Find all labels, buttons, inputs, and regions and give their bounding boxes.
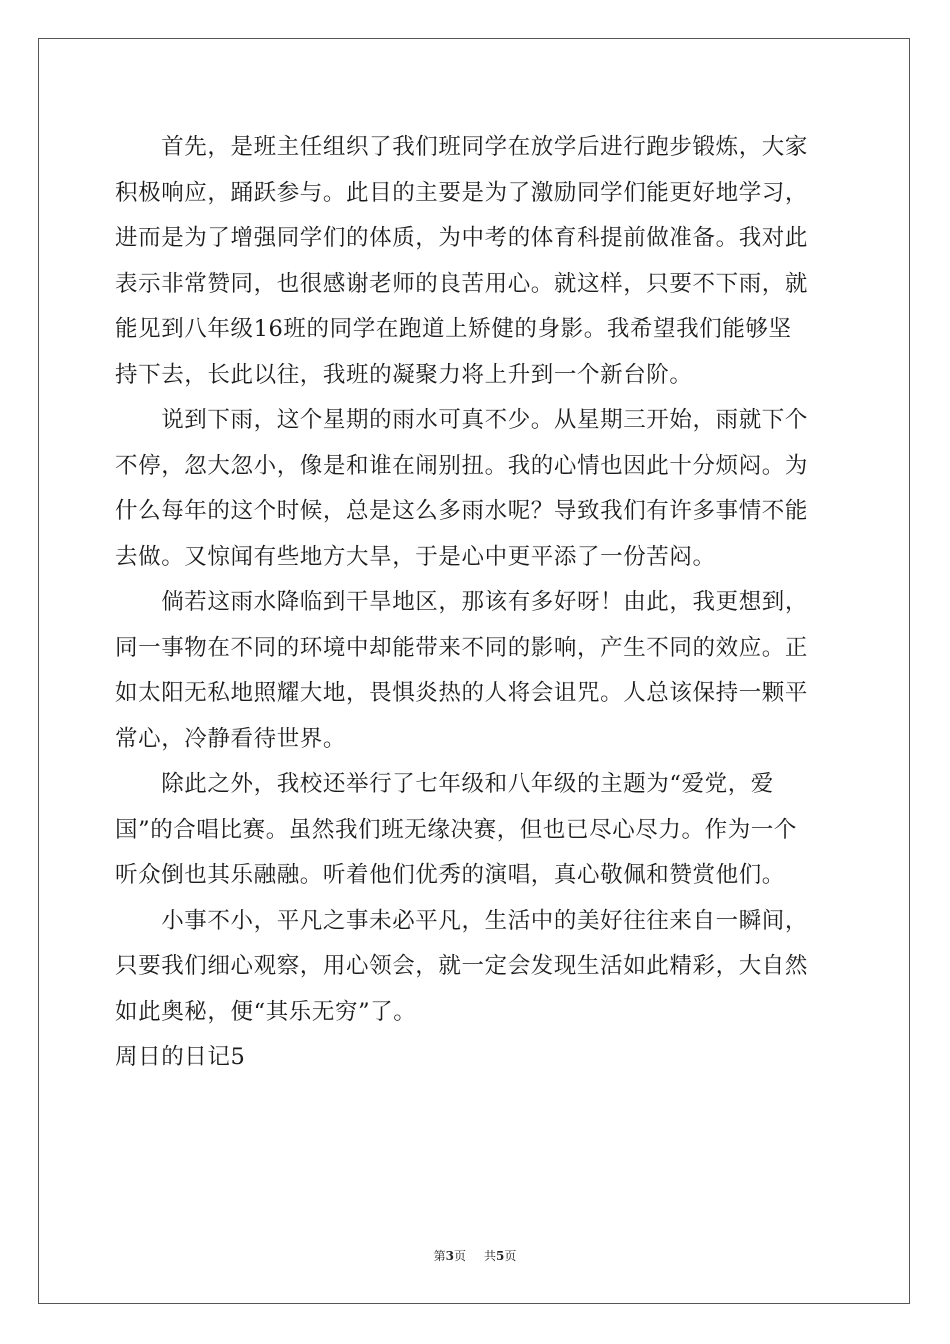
text-line: 不停，忽大忽小，像是和谁在闹别扭。我的心情也因此十分烦闷。为 (115, 452, 809, 479)
document-body (115, 125, 835, 1081)
text-line: 首先，是班主任组织了我们班同学在放学后进行跑步锻炼，大家 (115, 134, 809, 160)
page-total: 共5页 (484, 1249, 517, 1263)
text-line: 积极响应，踊跃参与。此目的主要是为了激励同学们能更好地学习， (115, 179, 809, 206)
text-line: 常心，冷静看待世界。 (115, 725, 347, 752)
text-line: 除此之外，我校还举行了七年级和八年级的主题为“爱党，爱 (115, 771, 774, 797)
text-line: 能见到八年级16班的同学在跑道上矫健的身影。我希望我们能够坚 (115, 316, 792, 342)
text-line: 表示非常赞同，也很感谢老师的良苦用心。就这样，只要不下雨，就 (115, 270, 809, 297)
text-line: 只要我们细心观察，用心领会，就一定会发现生活如此精彩，大自然 (115, 953, 809, 979)
page-number: 第3页 (433, 1249, 466, 1263)
text-line: 说到下雨，这个星期的雨水可真不少。从星期三开始，雨就下个 (115, 407, 809, 433)
text-line: 如太阳无私地照耀大地，畏惧炎热的人将会诅咒。人总该保持一颗平 (115, 680, 809, 706)
text-line: 听众倒也其乐融融。听着他们优秀的演唱，真心敬佩和赞赏他们。 (115, 862, 785, 888)
section-heading: 周日的日记5 (115, 1044, 246, 1070)
text-line: 同一事物在不同的环境中却能带来不同的影响，产生不同的效应。正 (115, 634, 809, 661)
text-line: 倘若这雨水降临到干旱地区，那该有多好呀！由此，我更想到， (115, 589, 809, 615)
text-line: 国”的合唱比赛。虽然我们班无缘决赛，但也已尽心尽力。作为一个 (115, 816, 798, 843)
page-footer (0, 1247, 950, 1264)
text-line: 去做。又惊闻有些地方大旱，于是心中更平添了一份苦闷。 (115, 543, 716, 570)
text-line: 持下去，长此以往，我班的凝聚力将上升到一个新台阶。 (115, 361, 693, 388)
text-line: 什么每年的这个时候，总是这么多雨水呢？导致我们有许多事情不能 (115, 498, 809, 524)
text-line: 小事不小，平凡之事未必平凡，生活中的美好往往来自一瞬间， (115, 907, 809, 934)
text-line: 进而是为了增强同学们的体质，为中考的体育科提前做准备。我对此 (115, 225, 809, 251)
text-line: 如此奥秘，便“其乐无穷”了。 (115, 998, 417, 1025)
